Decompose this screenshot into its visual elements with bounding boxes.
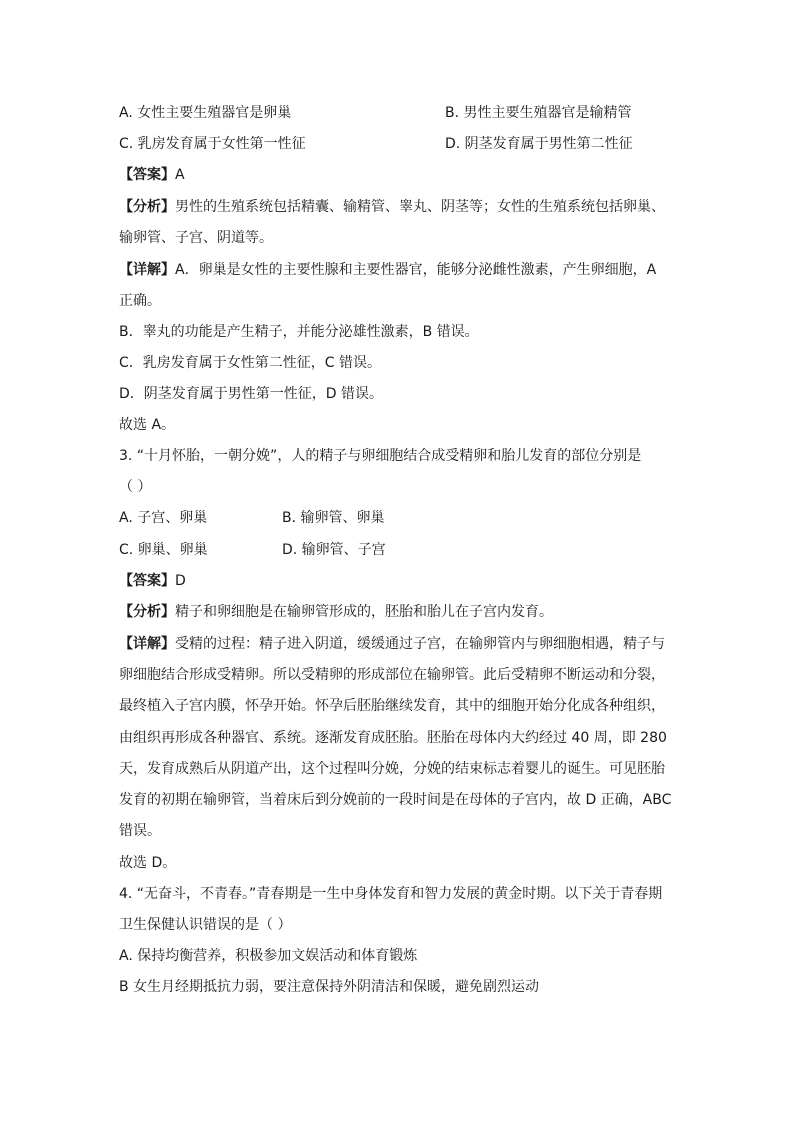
q3-detail-line-3: 最终植入子宫内膜，怀孕开始。怀孕后胚胎继续发育，其中的细胞开始分化成各种组织， (119, 698, 665, 714)
answer-tag: 【答案】 (119, 573, 175, 589)
answer-value: A (175, 167, 185, 183)
q3-detail-line-5: 天，发育成熟后从阴道产出，这个过程叫分娩，分娩的结束标志着婴儿的诞生。可见胚胎 (119, 761, 665, 777)
q4-option-a: A. 保持均衡营养，积极参加文娱活动和体育锻炼 (119, 948, 418, 964)
q3-option-a: A. 子宫、卵巢 (119, 510, 208, 526)
q2-detail-line-2: 正确。 (119, 293, 161, 309)
q3-detail-line-1 (119, 636, 665, 653)
q2-analysis-line-1 (119, 199, 665, 216)
q4-stem-line-1: 4. “无奋斗，不青春。”青春期是一生中身体发育和智力发展的黄金时期。以下关于青春期 (119, 886, 663, 902)
q2-option-b: B. 男性主要生殖器官是输精管 (445, 105, 632, 121)
q2-answer (119, 167, 185, 184)
q2-analysis-line-2: 输卵管、子宫、阴道等。 (119, 230, 273, 246)
analysis-text: 男性的生殖系统包括精囊、输精管、睾丸、阴茎等；女性的生殖系统包括卵巢、 (175, 199, 665, 215)
q4-stem-line-2: 卫生保健认识错误的是（ ） (119, 917, 292, 933)
detail-tag: 【详解】 (119, 636, 175, 652)
q2-detail-line-3: B．睾丸的功能是产生精子，并能分泌雄性激素，B 错误。 (119, 324, 479, 340)
detail-tag: 【详解】 (119, 262, 175, 278)
q3-detail-line-2: 卵细胞结合形成受精卵。所以受精卵的形成部位在输卵管。此后受精卵不断运动和分裂， (119, 667, 665, 683)
q3-stem-line-2: （ ） (119, 479, 152, 495)
q3-option-b: B. 输卵管、卵巢 (282, 510, 385, 526)
q3-option-d: D. 输卵管、子宫 (282, 542, 386, 558)
q2-option-d: D. 阴茎发育属于男性第二性征 (445, 136, 633, 152)
analysis-tag: 【分析】 (119, 199, 175, 215)
analysis-tag: 【分析】 (119, 604, 175, 620)
q2-detail-line-1 (119, 262, 656, 279)
q3-detail-line-7: 错误。 (119, 823, 161, 839)
q2-detail-line-5: D．阴茎发育属于男性第一性征，D 错误。 (119, 386, 384, 402)
q3-conclusion: 故选 D。 (119, 855, 177, 871)
q3-detail-line-4: 由组织再形成各种器官、系统。逐渐发育成胚胎。胚胎在母体内大约经过 40 周，即 280 (119, 730, 667, 746)
answer-tag: 【答案】 (119, 167, 175, 183)
q2-detail-line-4: C．乳房发育属于女性第二性征，C 错误。 (119, 355, 381, 371)
q3-stem-line-1: 3. “十月怀胎，一朝分娩”，人的精子与卵细胞结合成受精卵和胎儿发育的部位分别是 (119, 448, 642, 464)
q2-option-a: A. 女性主要生殖器官是卵巢 (119, 105, 292, 121)
q3-option-c: C. 卵巢、卵巢 (119, 542, 208, 558)
analysis-text: 精子和卵细胞是在输卵管形成的，胚胎和胎儿在子宫内发育。 (175, 604, 553, 620)
q3-answer (119, 573, 186, 590)
q2-conclusion: 故选 A。 (119, 417, 176, 433)
q2-option-c: C. 乳房发育属于女性第一性征 (119, 136, 306, 152)
detail-text: 受精的过程：精子进入阴道，缓缓通过子宫，在输卵管内与卵细胞相遇，精子与 (175, 636, 665, 652)
q3-analysis (119, 604, 553, 621)
q3-detail-line-6: 发育的初期在输卵管，当着床后到分娩前的一段时间是在母体的子宫内，故 D 正确，ABC (119, 792, 672, 808)
answer-value: D (175, 573, 186, 589)
q4-option-b: B 女生月经期抵抗力弱，要注意保持外阴清洁和保暖，避免剧烈运动 (119, 979, 540, 995)
detail-text: A．卵巢是女性的主要性腺和主要性器官，能够分泌雌性激素，产生卵细胞，A (175, 262, 657, 278)
